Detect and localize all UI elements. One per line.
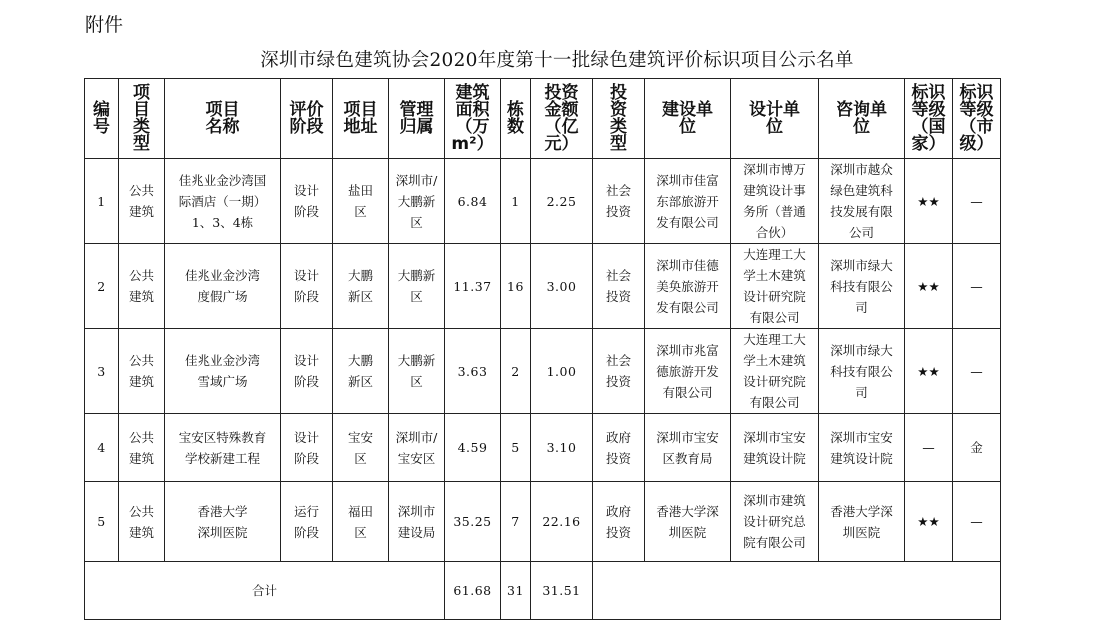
city-level: — [953,482,1001,562]
header-cell [165,79,281,159]
management-authority-line: 区 [410,289,423,304]
builder-unit [645,244,731,329]
header-cell [501,79,531,159]
investment-type-line: 投资 [605,289,631,304]
header-text: 位 [766,116,783,137]
evaluation-stage-line: 设计 [293,268,319,283]
project-type-line: 公共 [128,183,154,198]
builder-unit [645,329,731,414]
project-name-line: 佳兆业金沙湾 [184,353,260,368]
header-cell [333,79,389,159]
design-unit-line: 大连理工大 [743,332,806,347]
management-authority [389,414,445,482]
consulting-unit-line: 深圳市绿大 [830,257,893,273]
project-name [165,159,281,244]
header-text: 归属 [399,116,434,137]
building-area: 6.84 [445,159,501,244]
consulting-unit [819,414,905,482]
project-address [333,414,389,482]
builder-unit-line: 深圳市佳德 [656,257,719,273]
row-number: 4 [85,414,119,482]
consulting-unit-line: 深圳市绿大 [830,342,893,358]
document-title: 深圳市绿色建筑协会2020年度第十一批绿色建筑评价标识项目公示名单 [260,50,854,71]
header-text: 资 [610,99,627,120]
header-text: 管理 [399,99,434,120]
consulting-unit-line: 深圳市越众 [830,162,893,177]
project-name-line: 深圳医院 [197,524,248,540]
header-text: 家） [911,133,946,154]
design-unit-line: 有限公司 [749,310,800,325]
header-text: 级） [959,133,994,154]
investment-type [593,159,645,244]
management-authority-line: 大鹏新 [397,268,436,283]
header-text: 建筑 [455,82,490,103]
header-cell [281,79,333,159]
design-unit [731,414,819,482]
investment-type-line: 社会 [605,183,631,198]
total-buildings: 31 [501,562,531,620]
design-unit-line: 深圳市宝安 [743,429,806,445]
consulting-unit-line: 科技有限公 [830,278,893,294]
header-text: 标识 [959,82,994,103]
investment-type-line: 投资 [605,204,631,219]
evaluation-stage-line: 设计 [293,353,319,368]
project-name-line: 1、3、4栋 [191,214,254,230]
header-text: 类 [610,116,627,137]
consulting-unit-line: 司 [855,299,868,315]
row-number: 5 [85,482,119,562]
header-text: 投 [610,82,627,103]
project-type [119,159,165,244]
evaluation-stage-line: 阶段 [293,289,319,304]
design-unit-line: 建筑设计院 [743,450,806,466]
investment-type [593,244,645,329]
management-authority [389,482,445,562]
header-text: （万 [455,116,490,137]
header-cell [819,79,905,159]
header-text: 型 [133,133,150,154]
header-text: 建设单 [662,99,713,120]
city-level: — [953,244,1001,329]
builder-unit-line: 深圳市佳富 [656,172,719,188]
evaluation-stage [281,159,333,244]
builder-unit-line: 深圳市宝安 [656,429,719,445]
project-type [119,329,165,414]
evaluation-stage-line: 阶段 [293,204,319,219]
management-authority-line: 宝安区 [397,450,436,466]
consulting-unit [819,159,905,244]
project-address-line: 区 [354,524,367,540]
project-name-line: 宝安区特殊教育 [178,429,267,445]
header-cell [445,79,501,159]
header-text: （市 [959,116,994,137]
project-type [119,482,165,562]
project-name-line: 香港大学 [197,503,248,519]
consulting-unit-line: 技发展有限 [830,204,893,219]
header-text: m²） [451,133,494,154]
evaluation-stage [281,482,333,562]
evaluation-stage-line: 运行 [293,503,319,519]
building-count: 16 [501,244,531,329]
evaluation-stage [281,414,333,482]
header-text: 位 [679,116,696,137]
project-type [119,414,165,482]
table-row [85,329,1001,414]
project-type-line: 公共 [128,268,154,283]
attachment-label: 附件 [85,14,124,36]
project-type-line: 建筑 [128,374,154,389]
header-text: 投资 [544,82,579,103]
city-level: — [953,159,1001,244]
table-row [85,244,1001,329]
header-text: 咨询单 [836,99,887,120]
header-cell [389,79,445,159]
investment-type-line: 社会 [605,353,631,368]
builder-unit-line: 香港大学深 [656,503,719,519]
header-text: 类 [133,116,150,137]
project-type-line: 建筑 [128,524,154,540]
design-unit-line: 务所（普通 [743,204,806,219]
total-area: 61.68 [445,562,501,620]
project-type-line: 建筑 [128,204,154,219]
header-text: 金额 [544,99,579,120]
consulting-unit-line: 深圳市宝安 [830,429,893,445]
building-count: 7 [501,482,531,562]
investment-type-line: 投资 [605,374,631,389]
builder-unit-line: 区教育局 [662,450,713,466]
management-authority [389,329,445,414]
builder-unit [645,414,731,482]
consulting-unit-line: 圳医院 [842,524,881,540]
project-address-line: 新区 [347,289,373,304]
header-text: 等级 [911,99,946,120]
evaluation-stage-line: 设计 [293,429,319,445]
header-text: （国 [911,116,946,137]
building-area: 11.37 [445,244,501,329]
header-text: 位 [853,116,870,137]
row-number: 3 [85,329,119,414]
consulting-unit [819,329,905,414]
management-authority-line: 区 [410,374,423,389]
row-number: 2 [85,244,119,329]
management-authority-line: 大鹏新 [397,193,436,209]
project-address-line: 大鹏 [347,353,373,368]
design-unit-line: 建筑设计事 [743,183,806,198]
project-name-line: 际酒店（一期） [178,193,267,209]
national-level: ★★ [905,329,953,414]
builder-unit-line: 圳医院 [668,524,707,540]
header-cell [85,79,119,159]
project-table [84,78,1001,620]
design-unit [731,244,819,329]
national-level: ★★ [905,244,953,329]
total-empty [593,562,1001,620]
header-text: 编 [93,99,110,120]
investment-type-line: 政府 [605,503,631,519]
header-row [85,79,1001,159]
investment-type-line: 政府 [605,429,631,445]
consulting-unit-line: 建筑设计院 [830,450,893,466]
design-unit-line: 设计研究院 [743,289,806,304]
project-address-line: 区 [354,450,367,466]
building-count: 1 [501,159,531,244]
project-name-line: 佳兆业金沙湾国 [178,172,267,188]
project-address-line: 福田 [347,503,373,519]
design-unit-line: 设计研究院 [743,374,806,389]
project-name-line: 雪域广场 [197,374,248,389]
evaluation-stage-line: 阶段 [293,524,319,540]
header-text: 元） [544,133,579,154]
investment-type [593,482,645,562]
header-cell [119,79,165,159]
investment-amount: 1.00 [531,329,593,414]
building-area: 4.59 [445,414,501,482]
management-authority-line: 区 [410,214,423,230]
header-text: 项目 [205,99,240,120]
building-area: 3.63 [445,329,501,414]
header-text: （亿 [544,116,579,137]
header-text: 评价 [289,99,324,120]
management-authority-line: 大鹏新 [397,353,436,368]
table-row [85,159,1001,244]
building-count: 2 [501,329,531,414]
consulting-unit-line: 公司 [848,225,874,240]
design-unit-line: 大连理工大 [743,247,806,262]
design-unit-line: 深圳市建筑 [743,493,806,508]
table-row [85,482,1001,562]
header-text: 号 [93,116,110,137]
national-level: ★★ [905,159,953,244]
project-type [119,244,165,329]
evaluation-stage-line: 阶段 [293,450,319,466]
header-cell [531,79,593,159]
management-authority-line: 深圳市 [397,503,436,519]
project-address [333,329,389,414]
header-text: 名称 [205,116,240,137]
header-text: 地址 [343,116,378,137]
management-authority-line: 建设局 [397,524,436,540]
project-name [165,329,281,414]
design-unit-line: 深圳市博万 [743,162,806,177]
management-authority [389,159,445,244]
consulting-unit-line: 司 [855,384,868,400]
design-unit-line: 合伙） [755,225,794,240]
project-address-line: 大鹏 [347,268,373,283]
header-cell [645,79,731,159]
header-text: 项目 [343,99,378,120]
project-type-line: 公共 [128,429,154,445]
national-level: — [905,414,953,482]
builder-unit-line: 发有限公司 [656,299,719,315]
city-level: 金 [953,414,1001,482]
header-cell [731,79,819,159]
project-address-line: 盐田 [347,183,373,198]
project-address-line: 宝安 [347,429,373,445]
national-level: ★★ [905,482,953,562]
builder-unit-line: 美奂旅游开 [656,278,719,294]
project-name [165,244,281,329]
project-name-line: 学校新建工程 [184,450,260,466]
evaluation-stage [281,244,333,329]
header-cell [905,79,953,159]
project-address [333,159,389,244]
header-text: 面积 [455,99,490,120]
consulting-unit [819,482,905,562]
building-count: 5 [501,414,531,482]
consulting-unit-line: 绿色建筑科 [830,183,893,198]
project-name [165,414,281,482]
table-row [85,414,1001,482]
investment-type-line: 投资 [605,450,631,466]
project-name-line: 度假广场 [197,289,248,304]
header-text: 标识 [911,82,946,103]
project-address-line: 区 [354,204,367,219]
design-unit-line: 学土木建筑 [743,268,806,283]
builder-unit [645,159,731,244]
investment-type-line: 社会 [605,268,631,283]
project-name-line: 佳兆业金沙湾 [184,268,260,283]
design-unit-line: 学土木建筑 [743,353,806,368]
header-text: 目 [133,99,150,120]
builder-unit-line: 东部旅游开 [656,193,719,209]
builder-unit-line: 德旅游开发 [656,363,719,379]
header-text: 等级 [959,99,994,120]
project-type-line: 公共 [128,503,154,519]
investment-type-line: 投资 [605,524,631,540]
design-unit-line: 设计研究总 [743,514,806,529]
investment-amount: 2.25 [531,159,593,244]
builder-unit-line: 有限公司 [662,384,713,400]
total-investment: 31.51 [531,562,593,620]
builder-unit [645,482,731,562]
project-type-line: 建筑 [128,450,154,466]
builder-unit-line: 深圳市兆富 [656,342,719,358]
investment-type [593,329,645,414]
project-type-line: 建筑 [128,289,154,304]
design-unit-line: 院有限公司 [743,535,806,550]
project-address [333,244,389,329]
evaluation-stage-line: 设计 [293,183,319,198]
investment-amount: 22.16 [531,482,593,562]
investment-amount: 3.00 [531,244,593,329]
evaluation-stage-line: 阶段 [293,374,319,389]
design-unit [731,159,819,244]
header-text: 数 [507,116,524,137]
design-unit-line: 有限公司 [749,395,800,410]
total-label: 合计 [85,562,445,620]
building-area: 35.25 [445,482,501,562]
header-text: 栋 [507,99,524,120]
header-cell [953,79,1001,159]
investment-amount: 3.10 [531,414,593,482]
project-name [165,482,281,562]
city-level: — [953,329,1001,414]
management-authority [389,244,445,329]
design-unit [731,482,819,562]
consulting-unit-line: 科技有限公 [830,363,893,379]
project-address-line: 新区 [347,374,373,389]
consulting-unit [819,244,905,329]
row-number: 1 [85,159,119,244]
investment-type [593,414,645,482]
header-text: 型 [610,133,627,154]
header-text: 阶段 [289,116,324,137]
header-cell [593,79,645,159]
consulting-unit-line: 香港大学深 [830,503,893,519]
header-text: 设计单 [749,99,800,120]
total-row [85,562,1001,620]
project-type-line: 公共 [128,353,154,368]
management-authority-line: 深圳市/ [395,429,438,445]
project-address [333,482,389,562]
management-authority-line: 深圳市/ [395,172,438,188]
header-text: 项 [133,82,150,103]
builder-unit-line: 发有限公司 [656,214,719,230]
evaluation-stage [281,329,333,414]
design-unit [731,329,819,414]
